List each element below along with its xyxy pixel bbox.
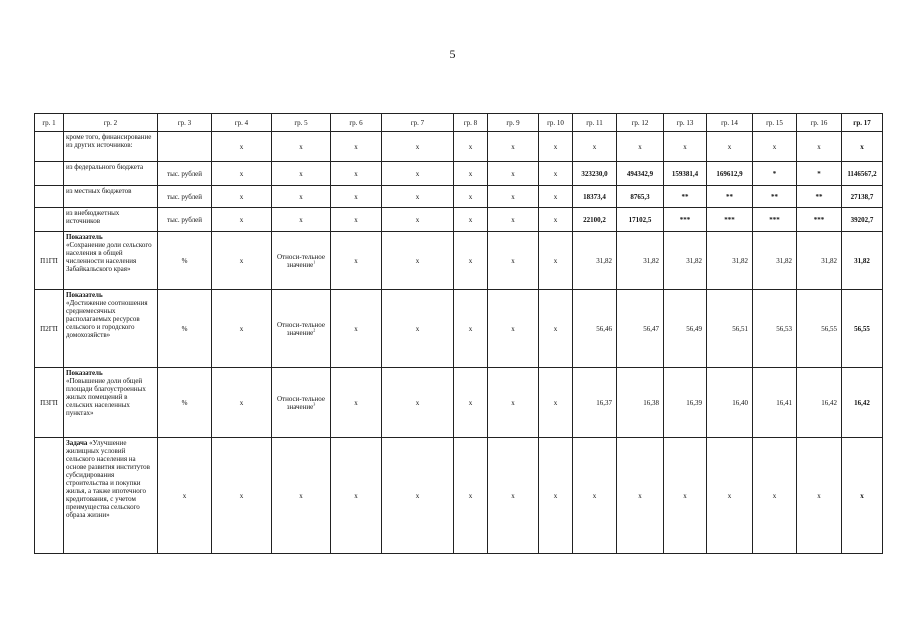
value-cell: 16,37	[573, 368, 617, 438]
value-cell: 17102,5	[617, 208, 664, 232]
col-header: гр. 11	[573, 114, 617, 132]
value-cell: 16,39	[664, 368, 707, 438]
cell: х	[212, 438, 272, 554]
cell: х	[539, 290, 573, 368]
cell: х	[454, 162, 488, 186]
value-cell: 31,82	[707, 232, 753, 290]
cell: х	[488, 290, 539, 368]
value-cell: 56,51	[707, 290, 753, 368]
cell: х	[212, 290, 272, 368]
cell: х	[488, 162, 539, 186]
cell: х	[331, 208, 382, 232]
cell: х	[707, 438, 753, 554]
indicator-row	[35, 368, 883, 438]
cell: х	[488, 232, 539, 290]
indicator-description	[64, 232, 158, 290]
total-cell: х	[842, 132, 883, 162]
value-cell: 31,82	[617, 232, 664, 290]
cell: х	[272, 208, 331, 232]
cell: х	[212, 232, 272, 290]
code-cell	[35, 186, 64, 208]
page-number: 5	[449, 47, 456, 61]
value-cell: 323230,0	[573, 162, 617, 186]
description-cell: из федерального бюджета	[64, 162, 158, 186]
code-cell	[35, 162, 64, 186]
total-cell: 16,42	[842, 368, 883, 438]
task-label: Задача	[66, 439, 88, 447]
indicator-text: «Сохранение доли сельского населения в общей численности населения Забайкальского края»	[66, 241, 152, 273]
code-cell	[35, 208, 64, 232]
value-cell: х	[707, 132, 753, 162]
value-cell: х	[573, 132, 617, 162]
code-cell	[35, 132, 64, 162]
value-cell: 56,46	[573, 290, 617, 368]
indicator-label: Показатель	[66, 291, 103, 299]
table-row	[35, 208, 883, 232]
cell: х	[454, 132, 488, 162]
total-cell: 39202,7	[842, 208, 883, 232]
value-cell: 56,53	[753, 290, 797, 368]
relative-value-cell	[272, 290, 331, 368]
indicator-code: П2ГП	[35, 290, 64, 368]
cell: х	[454, 438, 488, 554]
value-cell: 56,49	[664, 290, 707, 368]
value-cell: *	[753, 162, 797, 186]
cell: х	[158, 438, 212, 554]
description-cell: из местных бюджетов	[64, 186, 158, 208]
cell: х	[382, 368, 454, 438]
unit-cell	[158, 132, 212, 162]
value-cell: 159381,4	[664, 162, 707, 186]
cell: х	[539, 162, 573, 186]
relative-value-cell	[272, 368, 331, 438]
value-cell: ***	[797, 208, 842, 232]
cell: х	[331, 438, 382, 554]
total-cell: х	[842, 438, 883, 554]
value-cell: х	[753, 132, 797, 162]
col-header: гр. 13	[664, 114, 707, 132]
indicator-row	[35, 290, 883, 368]
value-cell: 31,82	[664, 232, 707, 290]
cell: х	[212, 368, 272, 438]
cell: х	[539, 232, 573, 290]
value-cell: *	[797, 162, 842, 186]
value-cell: 56,55	[797, 290, 842, 368]
cell: х	[539, 186, 573, 208]
cell: х	[539, 368, 573, 438]
cell: х	[382, 290, 454, 368]
cell: х	[488, 438, 539, 554]
table-row	[35, 132, 883, 162]
cell: х	[454, 290, 488, 368]
cell: х	[488, 368, 539, 438]
value-cell: х	[664, 132, 707, 162]
footnote-mark: 3	[313, 401, 316, 407]
value-cell: 18373,4	[573, 186, 617, 208]
relative-value-cell	[272, 232, 331, 290]
total-cell: 27138,7	[842, 186, 883, 208]
cell: х	[488, 132, 539, 162]
indicator-label: Показатель	[66, 369, 103, 377]
table-row	[35, 186, 883, 208]
value-cell: 169612,9	[707, 162, 753, 186]
value-cell: 31,82	[573, 232, 617, 290]
cell: х	[488, 208, 539, 232]
unit-cell: тыс. рублей	[158, 208, 212, 232]
value-cell: 494342,9	[617, 162, 664, 186]
indicator-code: П3ГП	[35, 368, 64, 438]
cell: х	[454, 232, 488, 290]
value-cell: 56,47	[617, 290, 664, 368]
unit-cell: %	[158, 368, 212, 438]
task-row	[35, 438, 883, 554]
cell: х	[212, 186, 272, 208]
cell: х	[753, 438, 797, 554]
relative-value-text: Относи-тельное значение	[276, 394, 325, 411]
footnote-mark: 1	[313, 259, 316, 265]
header-row	[35, 114, 883, 132]
program-table	[34, 113, 883, 554]
cell: х	[539, 132, 573, 162]
cell: х	[664, 438, 707, 554]
col-header: гр. 17	[842, 114, 883, 132]
relative-value-text: Относи-тельное значение	[276, 320, 325, 337]
indicator-code: П1ГП	[35, 232, 64, 290]
unit-cell: %	[158, 290, 212, 368]
cell: х	[382, 162, 454, 186]
indicator-text: «Достижение соотношения среднемесячных располагаемых ресурсов сельского и городского домохозяйств»	[66, 299, 148, 339]
cell: х	[331, 368, 382, 438]
value-cell: **	[707, 186, 753, 208]
indicator-description	[64, 290, 158, 368]
value-cell: 16,38	[617, 368, 664, 438]
cell: х	[539, 208, 573, 232]
col-header: гр. 2	[64, 114, 158, 132]
value-cell: х	[797, 132, 842, 162]
total-cell: 1146567,2	[842, 162, 883, 186]
total-cell: 56,55	[842, 290, 883, 368]
value-cell: **	[664, 186, 707, 208]
col-header: гр. 1	[35, 114, 64, 132]
cell: х	[382, 232, 454, 290]
cell: х	[382, 438, 454, 554]
unit-cell: %	[158, 232, 212, 290]
cell: х	[272, 186, 331, 208]
col-header: гр. 16	[797, 114, 842, 132]
cell: х	[382, 186, 454, 208]
value-cell: 31,82	[753, 232, 797, 290]
col-header: гр. 8	[454, 114, 488, 132]
table-row	[35, 162, 883, 186]
indicator-label: Показатель	[66, 233, 103, 241]
value-cell: х	[617, 132, 664, 162]
total-cell: 31,82	[842, 232, 883, 290]
description-cell: кроме того, финансирование из других источников:	[64, 132, 158, 162]
cell: х	[573, 438, 617, 554]
cell: х	[212, 208, 272, 232]
indicator-row	[35, 232, 883, 290]
value-cell: 31,82	[797, 232, 842, 290]
col-header: гр. 7	[382, 114, 454, 132]
cell: х	[382, 208, 454, 232]
cell: х	[454, 186, 488, 208]
col-header: гр. 5	[272, 114, 331, 132]
col-header: гр. 4	[212, 114, 272, 132]
value-cell: 8765,3	[617, 186, 664, 208]
cell: х	[797, 438, 842, 554]
value-cell: 16,42	[797, 368, 842, 438]
cell: х	[212, 162, 272, 186]
cell: х	[382, 132, 454, 162]
indicator-text: «Повышение доли общей площади благоустроенных жилых помещений в сельских населенных пунктах»	[66, 377, 146, 417]
cell: х	[539, 438, 573, 554]
task-text: «Улучшение жилищных условий сельского населения на основе развития институтов субсидирования строительства и покупки жилья, а также ипотечного кредитования, с учетом преимущества сельского образа жизни»	[66, 439, 150, 519]
col-header: гр. 3	[158, 114, 212, 132]
value-cell: ***	[664, 208, 707, 232]
cell: х	[331, 132, 382, 162]
value-cell: 22100,2	[573, 208, 617, 232]
relative-value-text: Относи-тельное значение	[276, 252, 325, 269]
cell: х	[272, 438, 331, 554]
value-cell: ***	[753, 208, 797, 232]
col-header: гр. 15	[753, 114, 797, 132]
value-cell: 16,40	[707, 368, 753, 438]
col-header: гр. 10	[539, 114, 573, 132]
value-cell: **	[753, 186, 797, 208]
col-header: гр. 14	[707, 114, 753, 132]
description-cell: из внебюджетных источников	[64, 208, 158, 232]
cell: х	[454, 208, 488, 232]
cell: х	[331, 232, 382, 290]
value-cell: ***	[707, 208, 753, 232]
cell: х	[488, 186, 539, 208]
cell: х	[331, 162, 382, 186]
col-header: гр. 12	[617, 114, 664, 132]
cell: х	[617, 438, 664, 554]
unit-cell: тыс. рублей	[158, 162, 212, 186]
footnote-mark: 2	[313, 327, 316, 333]
col-header: гр. 6	[331, 114, 382, 132]
indicator-description	[64, 368, 158, 438]
task-code	[35, 438, 64, 554]
value-cell: 16,41	[753, 368, 797, 438]
cell: х	[272, 162, 331, 186]
task-description	[64, 438, 158, 554]
unit-cell: тыс. рублей	[158, 186, 212, 208]
cell: х	[212, 132, 272, 162]
col-header: гр. 9	[488, 114, 539, 132]
cell: х	[272, 132, 331, 162]
cell: х	[454, 368, 488, 438]
value-cell: **	[797, 186, 842, 208]
cell: х	[331, 186, 382, 208]
cell: х	[331, 290, 382, 368]
